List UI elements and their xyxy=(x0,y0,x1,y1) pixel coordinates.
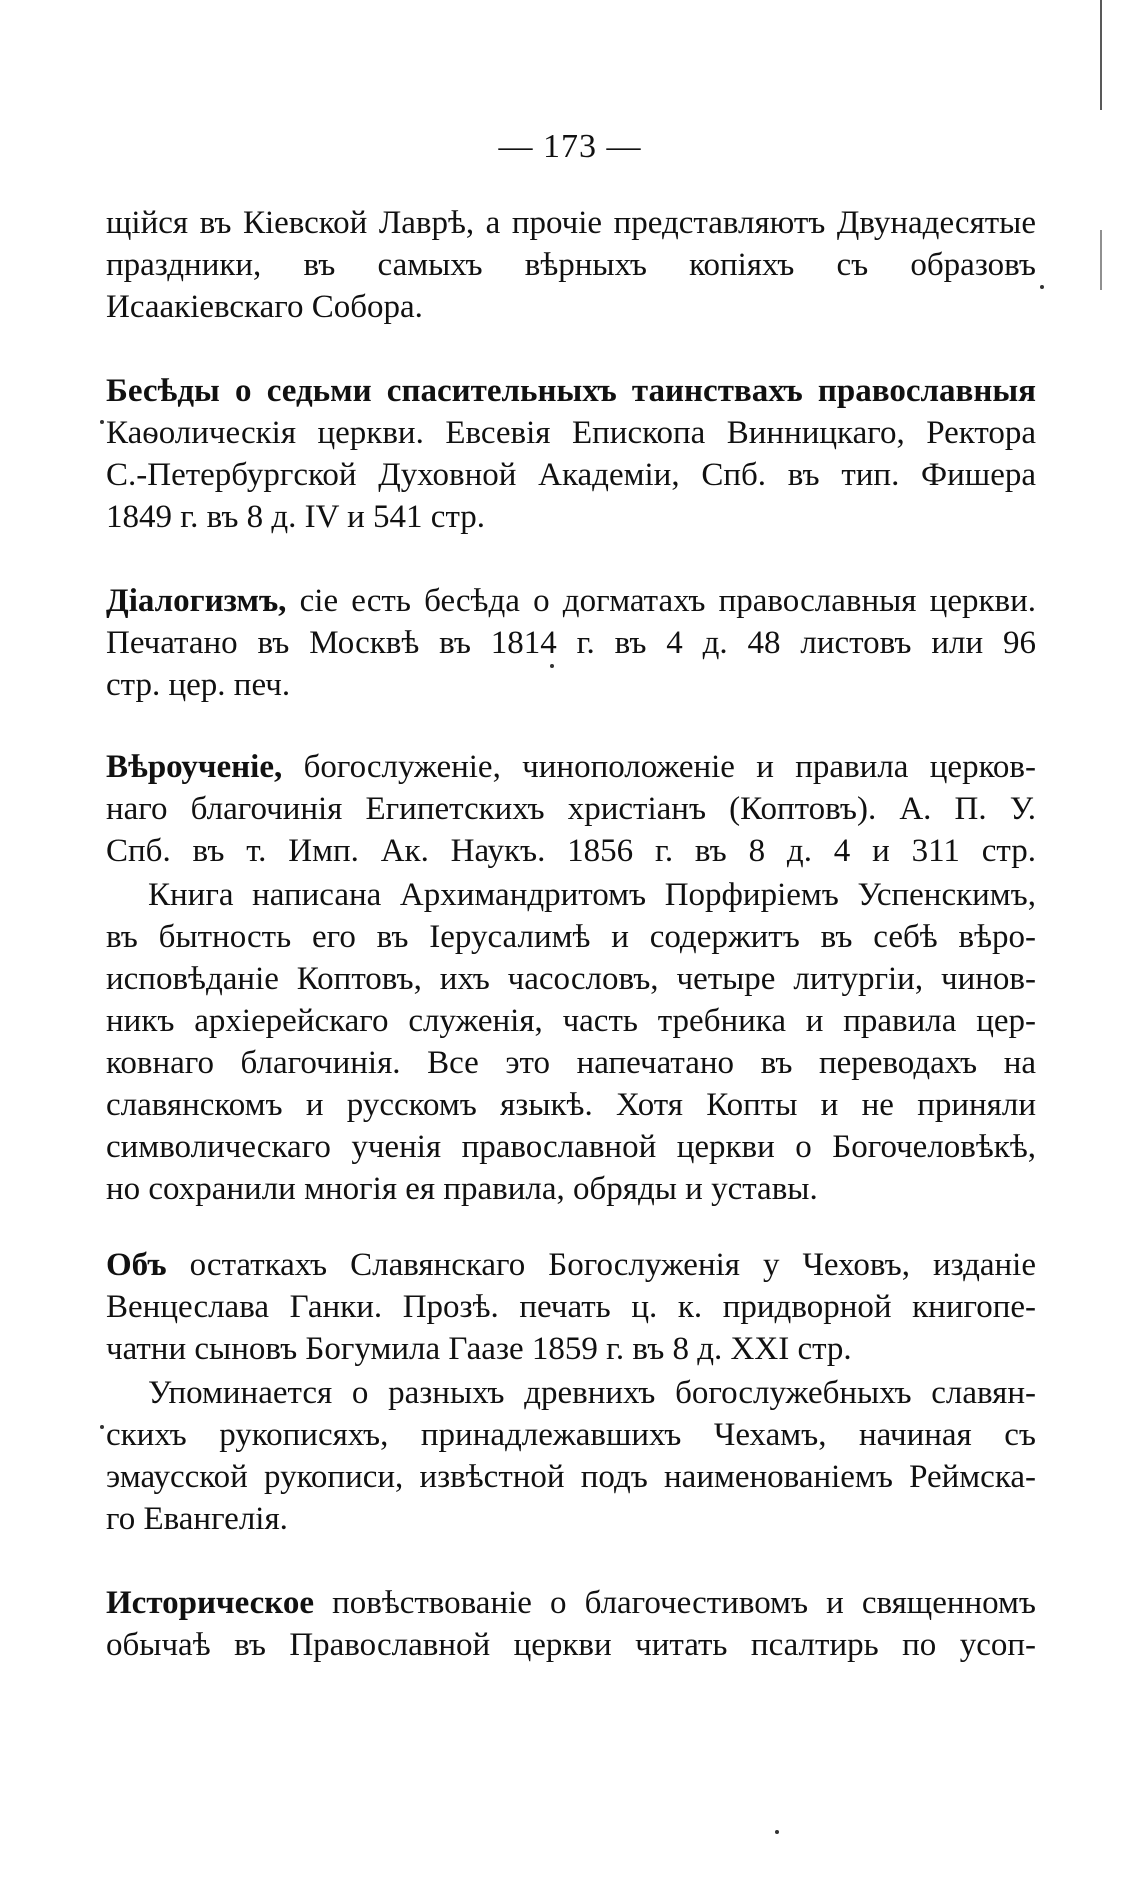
text-line: обычаѣ въ Православной церкви читать псалтирь по усоп- xyxy=(106,1627,1036,1663)
entry-note xyxy=(106,874,1036,1210)
entry-title-line: Вѣроученіе, богослуженіе, чиноположеніе и правила церков- xyxy=(106,749,1036,785)
note-line: эмаусской рукописи, извѣстной подъ наименованіемъ Реймска- xyxy=(106,1459,1036,1495)
entry-title-line: Діалогизмъ, сіе есть бесѣда о догматахъ православныя церкви. xyxy=(106,583,1036,619)
bibliography-entry xyxy=(106,1582,1036,1666)
bibliography-entry xyxy=(106,746,1036,872)
entry-note xyxy=(106,1372,1036,1540)
text-line: Печатано въ Москвѣ въ 1814 г. въ 4 д. 48 листовъ или 96 xyxy=(106,625,1036,661)
print-speck xyxy=(1040,285,1044,289)
text-line: наго благочинія Египетскихъ христіанъ (Коптовъ). А. П. У. xyxy=(106,791,1036,827)
note-line: исповѣданіе Коптовъ, ихъ часословъ, четыре литургіи, чинов- xyxy=(106,961,1036,997)
scan-edge-mark xyxy=(1100,230,1102,290)
text-line: Исаакіевскаго Собора. xyxy=(106,289,423,325)
note-line: славянскомъ и русскомъ языкѣ. Хотя Копты и не приняли xyxy=(106,1087,1036,1123)
print-speck xyxy=(100,1425,104,1429)
note-line: ковнаго благочинія. Все это напечатано въ переводахъ на xyxy=(106,1045,1036,1081)
text-line: 1849 г. въ 8 д. IV и 541 стр. xyxy=(106,499,486,535)
text-line: С.-Петербургской Духовной Академіи, Спб. въ тип. Фишера xyxy=(106,457,1036,493)
note-line: въ бытность его въ Іерусалимѣ и содержитъ въ себѣ вѣро- xyxy=(106,919,1036,955)
note-line: скихъ рукописяхъ, принадлежавшихъ Чехамъ, начиная съ xyxy=(106,1417,1036,1453)
entry-continuation xyxy=(106,202,1036,328)
entry-title-line: Бесѣды о седьми спасительныхъ таинствахъ православныя xyxy=(106,373,1036,409)
entry-title-line: Историческое повѣствованіе о благочестивомъ и священномъ xyxy=(106,1585,1036,1621)
print-speck xyxy=(100,420,104,424)
text-line: чатни сыновъ Богумила Гаазе 1859 г. въ 8 д. XXI стр. xyxy=(106,1331,852,1367)
text-line: Спб. въ т. Имп. Ак. Наукъ. 1856 г. въ 8 д. 4 и 311 стр. xyxy=(106,833,1036,869)
bibliography-entry xyxy=(106,580,1036,706)
entry-title-line: Объ остаткахъ Славянскаго Богослуженія у Чеховъ, изданіе xyxy=(106,1247,1036,1283)
page-number: — 173 — xyxy=(498,128,642,165)
text-line: стр. цер. печ. xyxy=(106,667,291,703)
note-line: Книга написана Архимандритомъ Порфиріемъ Успенскимъ, xyxy=(148,877,1036,913)
text-line: праздники, въ самыхъ вѣрныхъ копіяхъ съ образовъ xyxy=(106,247,1036,283)
print-speck xyxy=(550,664,554,668)
print-speck xyxy=(775,1830,779,1834)
text-line: Венцеслава Ганки. Прозѣ. печать ц. к. придворной книгопе- xyxy=(106,1289,1036,1325)
text-line: щійся въ Кіевской Лаврѣ, а прочіе представляютъ Двунадесятые xyxy=(106,205,1036,241)
note-line: но сохранили многія ея правила, обряды и уставы. xyxy=(106,1171,818,1207)
note-line: Упоминается о разныхъ древнихъ богослужебныхъ славян- xyxy=(148,1375,1036,1411)
bibliography-entry xyxy=(106,1244,1036,1370)
text-line: Каѳолическія церкви. Евсевія Епископа Винницкаго, Ректора xyxy=(106,415,1036,451)
note-line: го Евангелія. xyxy=(106,1501,288,1537)
note-line: никъ архіерейскаго служенія, часть требника и правила цер- xyxy=(106,1003,1036,1039)
note-line: символическаго ученія православной церкви о Богочеловѣкѣ, xyxy=(106,1129,1036,1165)
scan-edge-mark xyxy=(1100,0,1102,110)
bibliography-entry xyxy=(106,370,1036,538)
